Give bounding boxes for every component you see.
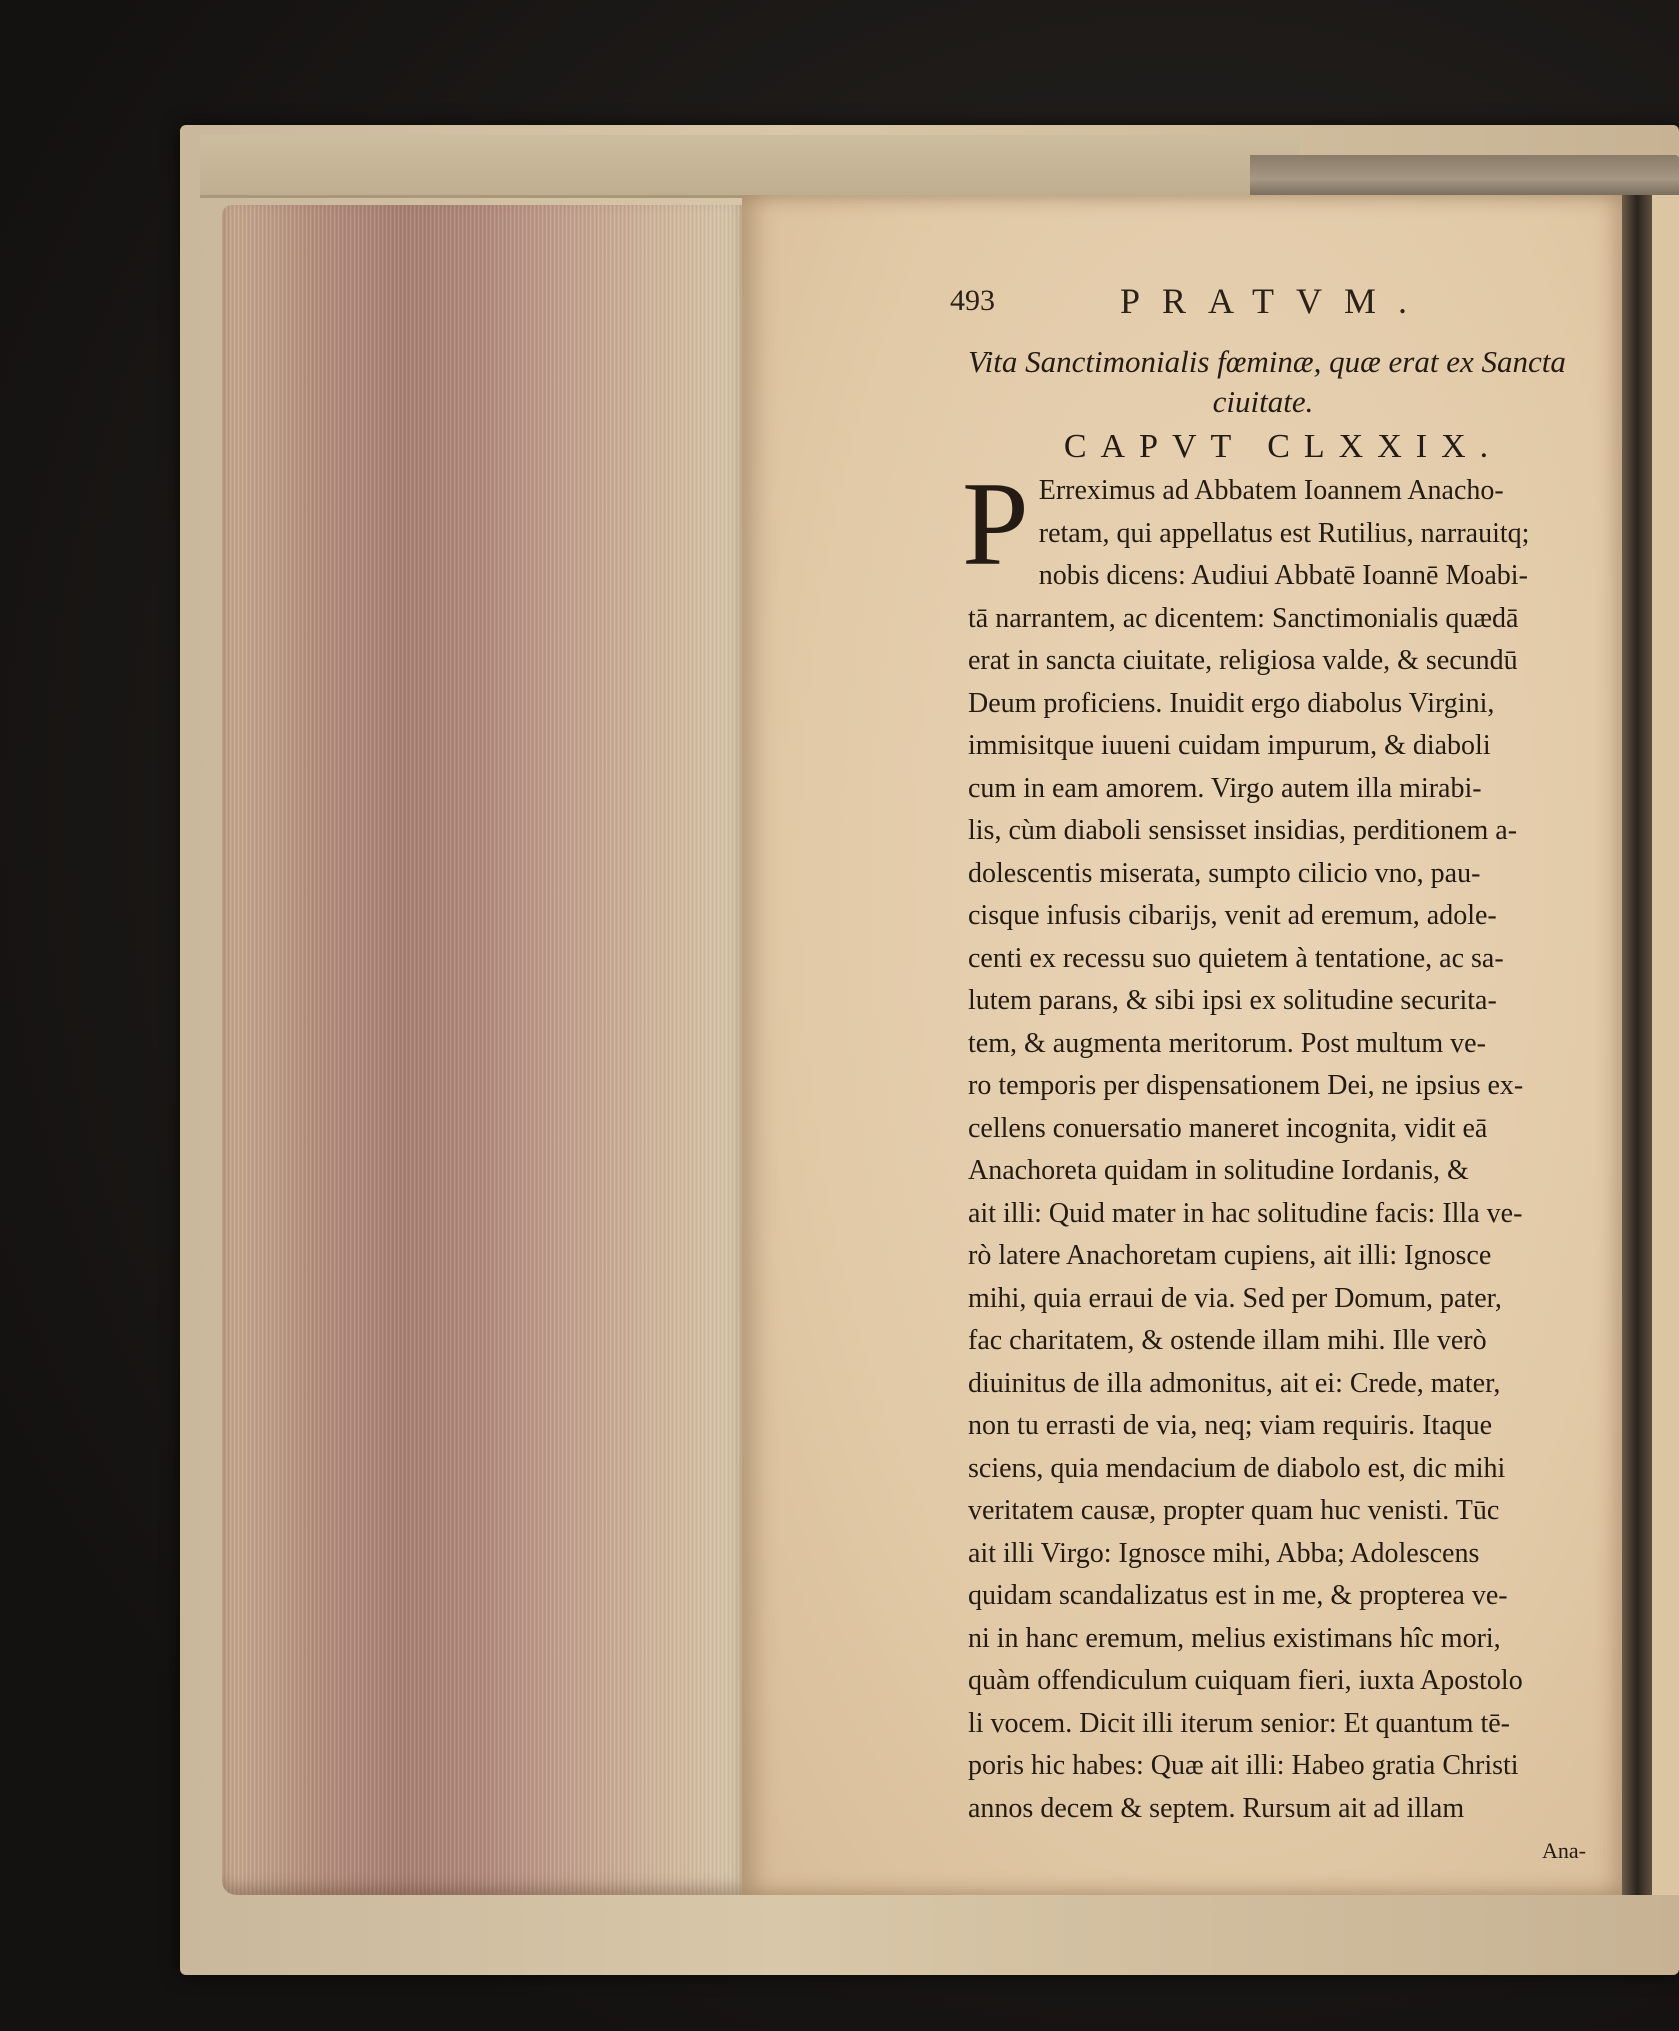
text-line: tem, & augmenta meritorum. Post multum ve- <box>968 1027 1486 1059</box>
text-line: mihi, quia erraui de via. Sed per Domum, pater, <box>968 1282 1502 1314</box>
text-line: poris hic habes: Quæ ait illi: Habeo gratia Christi <box>968 1750 1519 1781</box>
text-line: cisque infusis cibarijs, venit ad eremum, adole- <box>968 900 1497 931</box>
cover-top-edge <box>200 135 1300 198</box>
text-line: li vocem. Dicit illi iterum senior: Et quantum tē- <box>968 1707 1510 1739</box>
page-text-block <box>962 342 1598 1873</box>
text-line: ait illi: Quid mater in hac solitudine facis: Illa ve- <box>968 1197 1523 1229</box>
text-line: Deum proficiens. Inuidit ergo diabolus Virgini, <box>968 687 1495 719</box>
text-line: nobis dicens: Audiui Abbatē Ioannē Moabi- <box>1038 560 1528 591</box>
text-line: cellens conuersatio maneret incognita, vidit eā <box>968 1112 1488 1144</box>
catchword: Ana- <box>1542 1838 1586 1863</box>
text-line: lutem parans, & sibi ipsi ex solitudine securita- <box>968 985 1497 1016</box>
text-line: rò latere Anachoretam cupiens, ait illi: Ignosce <box>968 1240 1492 1271</box>
text-line: immisitque iuueni cuidam impurum, & diaboli <box>968 730 1491 761</box>
text-line: lis, cùm diaboli sensisset insidias, perditionem a- <box>968 815 1518 846</box>
page-number: 493 <box>950 284 995 317</box>
text-line: veritatem causæ, propter quam huc venisti. Tūc <box>968 1495 1500 1526</box>
text-line: retam, qui appellatus est Rutilius, narrauitq; <box>1038 517 1530 549</box>
text-line: erat in sancta ciuitate, religiosa valde, & secundū <box>968 645 1518 676</box>
text-line: quidam scandalizatus est in me, & propterea ve- <box>968 1580 1508 1611</box>
spine-binding <box>1250 155 1679 195</box>
text-line: quàm offendiculum cuiquam fieri, iuxta Apostolo <box>968 1665 1523 1696</box>
text-line: tā narrantem, ac dicentem: Sanctimonialis quædā <box>968 602 1519 634</box>
chapter-title-line-1: Vita Sanctimonialis fœminæ, quæ erat ex Sancta <box>968 344 1566 379</box>
book-gutter <box>1622 195 1652 1895</box>
chapter-body <box>962 457 1598 1873</box>
text-line: annos decem & septem. Rursum ait ad illam <box>968 1792 1465 1824</box>
text-line: Erreximus ad Abbatem Ioannem Anacho- <box>1038 475 1504 506</box>
right-page-edge <box>1652 195 1679 1895</box>
drop-cap: P <box>962 457 1029 590</box>
text-line: non tu errasti de via, neq; viam requiris. Itaque <box>968 1410 1493 1441</box>
text-line: fac charitatem, & ostende illam mihi. Ille verò <box>968 1325 1487 1356</box>
text-line: centi ex recessu suo quietem à tentatione, ac sa- <box>968 942 1504 974</box>
text-line: ro temporis per dispensationem Dei, ne ipsius ex- <box>968 1070 1524 1101</box>
chapter-number: CAPVT CLXXIX. <box>1063 428 1503 465</box>
text-line: dolescentis miserata, sumpto cilicio vno, pau- <box>968 857 1481 889</box>
running-title: PRATVM. <box>1120 281 1430 321</box>
text-line: ait illi Virgo: Ignosce mihi, Abba; Adolescens <box>968 1537 1480 1569</box>
text-line: ni in hanc eremum, melius existimans hîc mori, <box>968 1622 1501 1654</box>
page-edges-stack <box>222 205 742 1895</box>
chapter-title-line-2: ciuitate. <box>1212 384 1314 419</box>
text-line: cum in eam amorem. Virgo autem illa mirabi- <box>968 772 1482 804</box>
text-line: Anachoreta quidam in solitudine Iordanis, & <box>968 1155 1469 1186</box>
text-line: diuinitus de illa admonitus, ait ei: Crede, mater, <box>968 1367 1501 1399</box>
text-line: sciens, quia mendacium de diabolo est, dic mihi <box>968 1452 1506 1484</box>
